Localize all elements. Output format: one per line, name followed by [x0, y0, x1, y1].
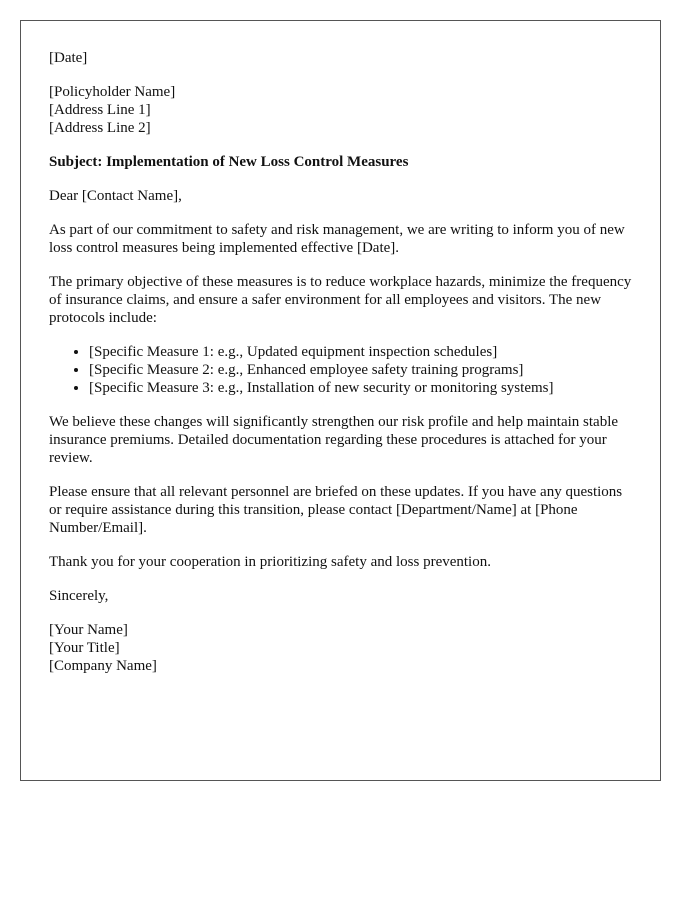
salutation: Dear [Contact Name],	[49, 188, 182, 204]
list-item: • [Specific Measure 2: e.g., Enhanced employee safety training programs]	[89, 361, 634, 379]
objective-paragraph: The primary objective of these measures is to reduce workplace hazards, minimize the frequency of insurance claims, and ensure a safer environment for all employees and visitors. The new protocols include:	[49, 274, 632, 326]
recipient-block	[49, 83, 634, 137]
signature-title: [Your Title]	[49, 640, 120, 656]
measures-list	[49, 343, 634, 397]
recipient-address-line-1: [Address Line 1]	[49, 102, 151, 118]
signature-name: [Your Name]	[49, 622, 128, 638]
request-paragraph: Please ensure that all relevant personnel are briefed on these updates. If you have any questions or require assistance during this transition, please contact [Department/Name] at [Phone Number/Email].	[49, 484, 623, 536]
signature-block	[49, 621, 634, 675]
letter	[20, 20, 661, 781]
thanks-paragraph: Thank you for your cooperation in prioritizing safety and loss prevention.	[49, 554, 491, 570]
recipient-name: [Policyholder Name]	[49, 84, 176, 100]
intro-paragraph: As part of our commitment to safety and risk management, we are writing to inform you of new loss control measures being implemented effective [Date].	[49, 222, 625, 256]
closing: Sincerely,	[49, 588, 109, 604]
date: [Date]	[49, 50, 88, 66]
list-item: • [Specific Measure 3: e.g., Installation of new security or monitoring systems]	[89, 379, 634, 397]
list-item: • [Specific Measure 1: e.g., Updated equipment inspection schedules]	[89, 343, 634, 361]
signature-company: [Company Name]	[49, 658, 157, 674]
recipient-address-line-2: [Address Line 2]	[49, 120, 151, 136]
subject-line: Subject: Implementation of New Loss Control Measures	[49, 154, 409, 170]
belief-paragraph: We believe these changes will significantly strengthen our risk profile and help maintain stable insurance premiums. Detailed documentation regarding these procedures is attached for your review.	[49, 414, 619, 466]
